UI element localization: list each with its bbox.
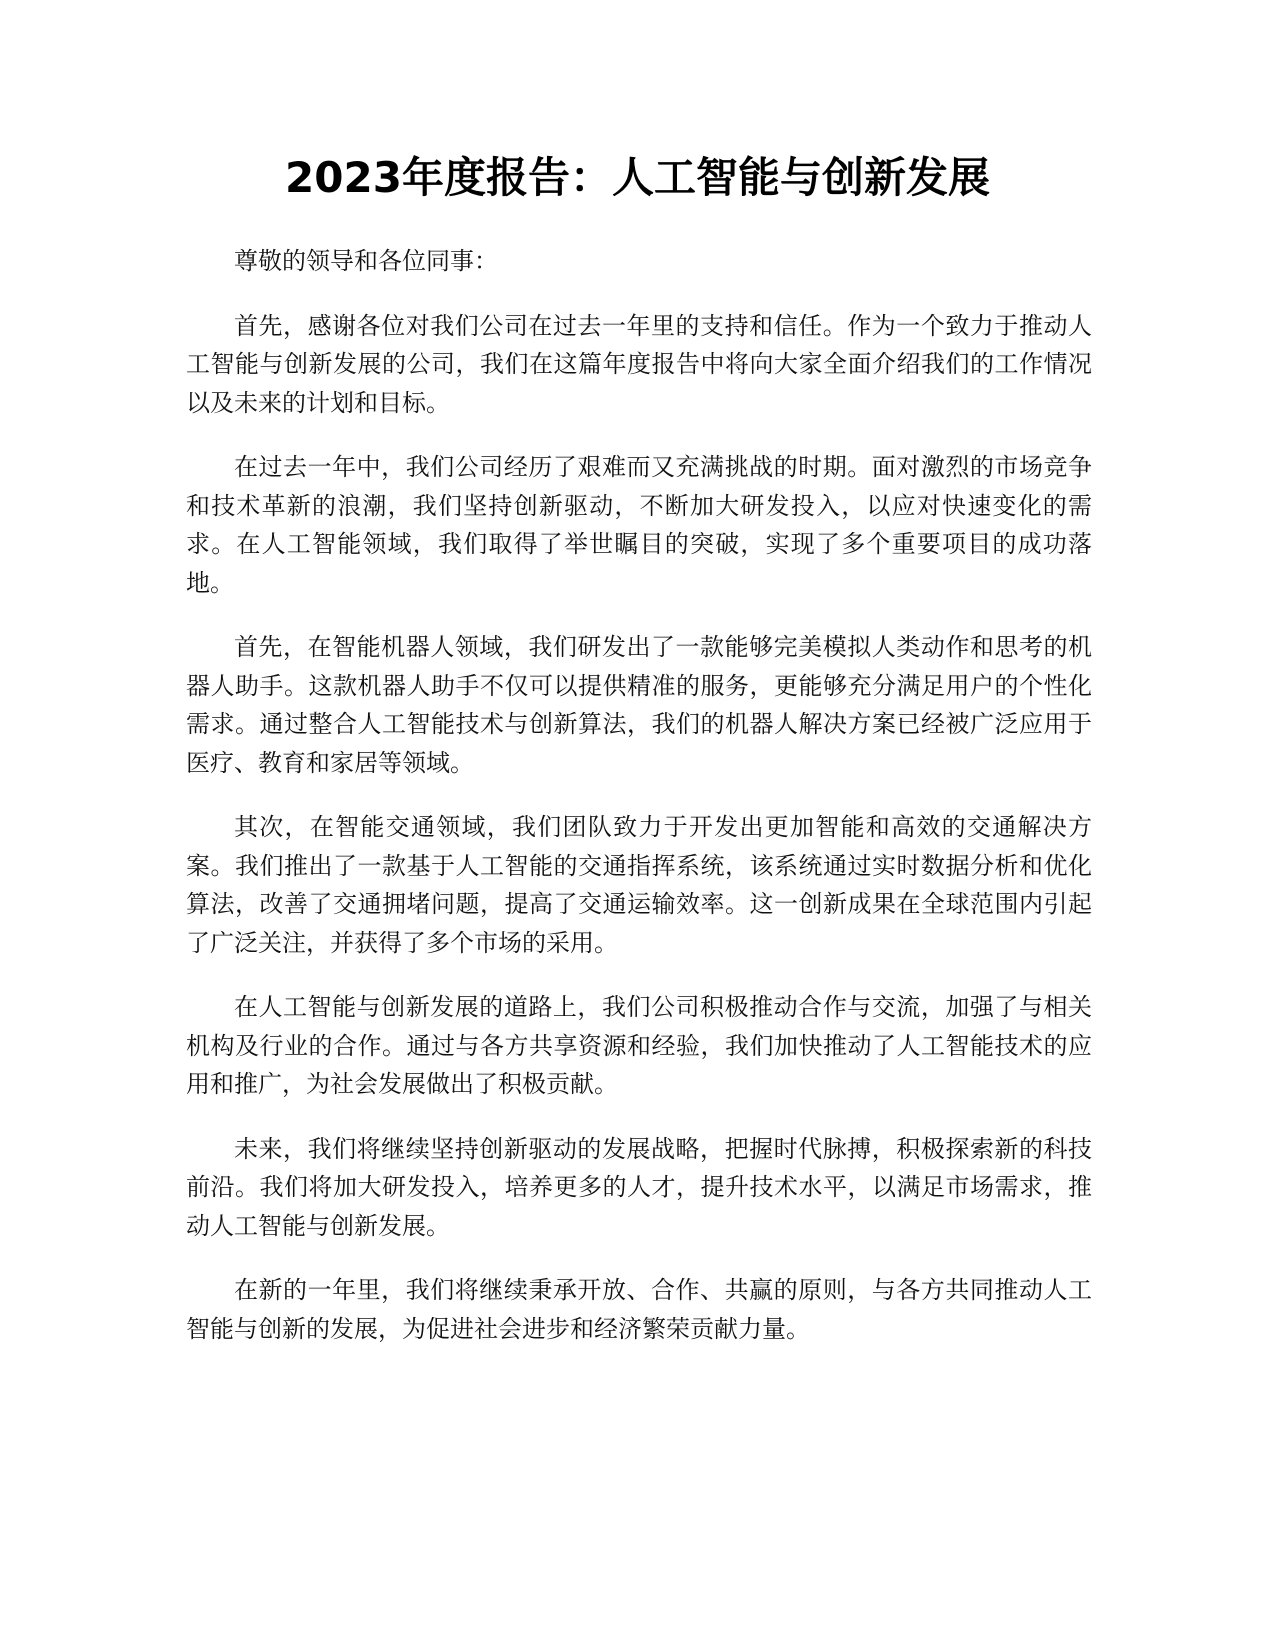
body-paragraph: 在过去一年中，我们公司经历了艰难而又充满挑战的时期。面对激烈的市场竞争和技术革新的浪潮，我们坚持创新驱动，不断加大研发投入，以应对快速变化的需求。在人工智能领域，我们取得了举世瞩目的突破，实现了多个重要项目的成功落地。 [186,453,1092,597]
body-paragraph: 未来，我们将继续坚持创新驱动的发展战略，把握时代脉搏，积极探索新的科技前沿。我们将加大研发投入，培养更多的人才，提升技术水平，以满足市场需求，推动人工智能与创新发展。 [186,1134,1092,1240]
body-paragraph: 首先，在智能机器人领域，我们研发出了一款能够完美模拟人类动作和思考的机器人助手。这款机器人助手不仅可以提供精准的服务，更能够充分满足用户的个性化需求。通过整合人工智能技术与创新算法，我们的机器人解决方案已经被广泛应用于医疗、教育和家居等领域。 [186,633,1092,777]
body-paragraph: 在新的一年里，我们将继续秉承开放、合作、共赢的原则，与各方共同推动人工智能与创新的发展，为促进社会进步和经济繁荣贡献力量。 [186,1276,1092,1343]
document-title: 2023年度报告：人工智能与创新发展 [285,153,990,202]
body-paragraph: 其次，在智能交通领域，我们团队致力于开发出更加智能和高效的交通解决方案。我们推出了一款基于人工智能的交通指挥系统，该系统通过实时数据分析和优化算法，改善了交通拥堵问题，提高了交通运输效率。这一创新成果在全球范围内引起了广泛关注，并获得了多个市场的采用。 [186,813,1092,957]
body-paragraph: 在人工智能与创新发展的道路上，我们公司积极推动合作与交流，加强了与相关机构及行业的合作。通过与各方共享资源和经验，我们加快推动了人工智能技术的应用和推广，为社会发展做出了积极贡献。 [186,993,1092,1098]
greeting-paragraph: 尊敬的领导和各位同事： [234,247,498,275]
document-body [186,242,1092,1374]
body-paragraph: 首先，感谢各位对我们公司在过去一年里的支持和信任。作为一个致力于推动人工智能与创新发展的公司，我们在这篇年度报告中将向大家全面介绍我们的工作情况以及未来的计划和目标。 [186,311,1092,417]
